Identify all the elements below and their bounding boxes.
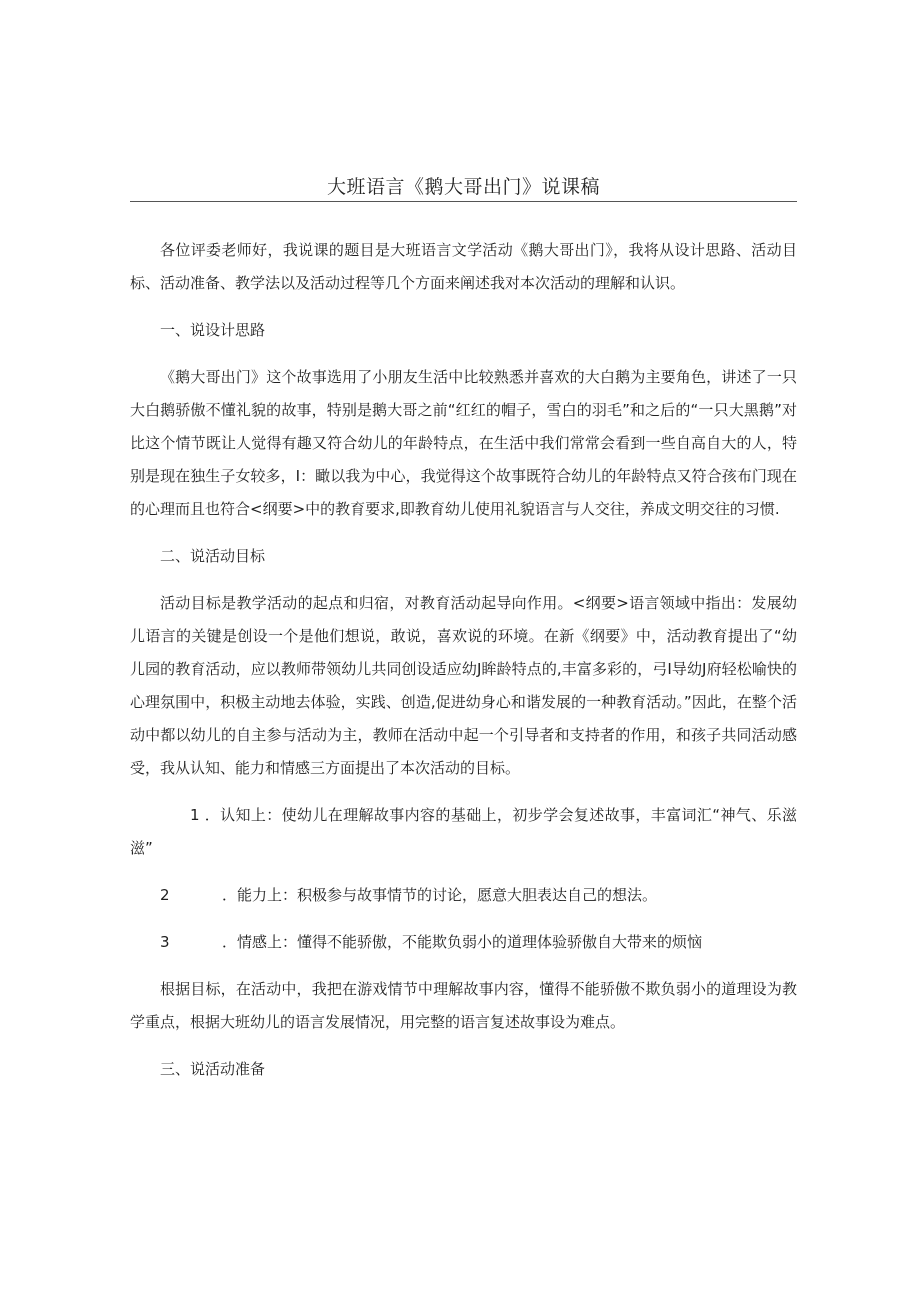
goal-item-ability <box>130 879 797 912</box>
goal-item-cognition <box>130 799 797 865</box>
section-heading-goals: 二、说活动目标 <box>160 547 266 565</box>
goal-text: ．认知上：使幼儿在理解故事内容的基础上，初步学会复述故事，丰富词汇“神气、乐滋滋” <box>130 806 797 857</box>
intro-paragraph: 各位评委老师好，我说课的题目是大班语言文学活动《鹅大哥出门》，我将从设计思路、活动目标、活动准备、教学法以及活动过程等几个方面来阐述我对本次活动的理解和认识。 <box>130 241 797 292</box>
design-paragraph: 《鹅大哥出门》这个故事选用了小朋友生活中比较熟悉并喜欢的大白鹅为主要角色，讲述了一只大白鹅骄傲不懂礼貌的故事，特别是鹅大哥之前“红红的帽子，雪白的羽毛”和之后的“一只大黑鹅”对比这个情节既让人觉得有趣又符合幼儿的年龄特点，在生活中我们常常会看到一些自高自大的人，特别是现在独生子女较多，I：瞰以我为中心，我觉得这个故事既符合幼儿的年龄特点又符合孩布门现在的心理而且也符合<纲要>中的教育要求,即教育幼儿使用礼貌语言与人交往，养成文明交往的习惯. <box>130 368 797 518</box>
goal-text: ．情感上：懂得不能骄傲，不能欺负弱小的道理体验骄傲自大带来的烦恼 <box>222 933 703 951</box>
section-heading-design: 一、说设计思路 <box>160 321 266 339</box>
goal-item-emotion <box>130 926 797 959</box>
document-title: 大班语言《鹅大哥出门》说课稿 <box>326 176 600 198</box>
title-underline <box>130 201 797 202</box>
goals-paragraph: 活动目标是教学活动的起点和归宿，对教育活动起导向作用。<纲要>语言领域中指出：发展幼儿语言的关键是创设一个是他们想说，敢说，喜欢说的环境。在新《纲要》中，活动教育提出了“幼儿园的教育活动，应以教师带领幼儿共同创设适应幼J眸龄特点的,丰富多彩的，弓I导幼J府轻松喻快的心理氛围中，积极主动地去体验，实践、创造,促进幼身心和谐发展的一种教育活动。”因此，在整个活动中都以幼儿的自主参与活动为主，教师在活动中起一个引导者和支持者的作用，和孩子共同活动感受，我从认知、能力和情感三方面提出了本次活动的目标。 <box>130 594 797 777</box>
goal-text: ．能力上：积极参与故事情节的讨论，愿意大胆表达自己的想法。 <box>222 886 658 904</box>
focus-paragraph: 根据目标，在活动中，我把在游戏情节中理解故事内容，懂得不能骄傲不欺负弱小的道理设为教学重点，根据大班幼儿的语言发展情况，用完整的语言复述故事设为难点。 <box>130 980 797 1031</box>
goal-number: 1 <box>190 806 200 824</box>
document-body <box>130 234 797 1086</box>
section-heading-preparation: 三、说活动准备 <box>160 1060 266 1078</box>
goal-number: 2 <box>160 886 170 904</box>
goal-number: 3 <box>160 933 170 951</box>
